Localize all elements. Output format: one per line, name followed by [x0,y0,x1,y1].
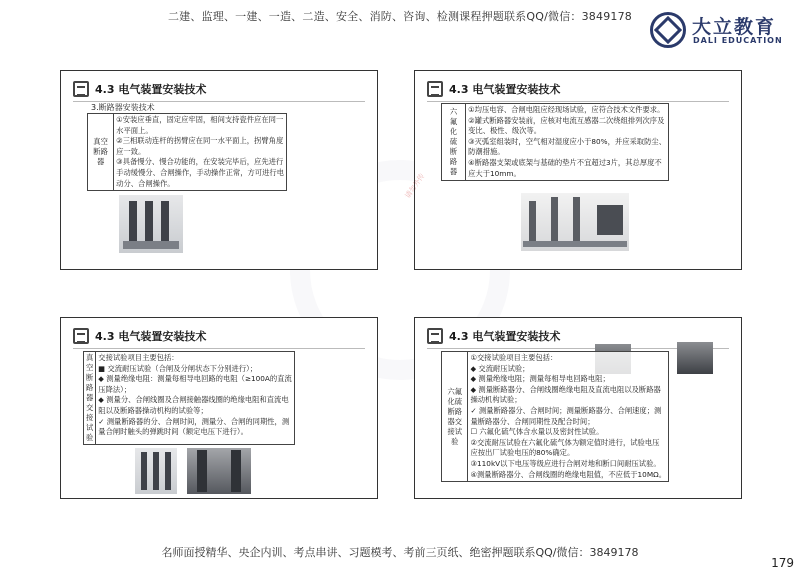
row-label: 真空 断路 器交 接试 验 [84,352,96,445]
row-label: 六 氟 化 硫 断 路 器 [442,104,466,181]
sf6-test-photo-2 [677,342,713,374]
copyright-stamp: 请勿外传 [403,172,427,200]
document-icon [427,328,443,344]
page-number: 179 [771,556,794,570]
title-divider [73,348,365,349]
breaker-photo-right [187,448,251,494]
document-icon [73,81,89,97]
slide-vacuum-breaker-test [60,317,378,499]
content-table [87,113,287,191]
logo-emblem-icon [650,12,686,48]
slide-vacuum-breaker-install [60,70,378,270]
slide-sf6-breaker-test [414,317,742,499]
logo-text-en: DALI EDUCATION [693,36,783,45]
breaker-photo [119,195,183,253]
slide-title: 4.3 电气装置安装技术 [449,330,561,343]
bottom-banner: 名师面授精华、央企内训、考点串讲、习题模考、考前三页纸、绝密押题联系QQ/微信：3849178 [161,546,639,559]
content-table [441,351,669,482]
row-label: 六氟 化硫 断路 器交 接试 验 [442,352,468,482]
logo [650,4,796,50]
content-table [83,351,295,445]
title-divider [427,101,729,102]
slide-sf6-breaker-install [403,70,742,270]
breaker-photo-left [135,448,177,494]
slide-title: 4.3 电气装置安装技术 [449,83,561,96]
row-label: 真空 断路器 [88,114,114,191]
slide-title: 4.3 电气装置安装技术 [95,83,207,96]
top-banner: 二建、监理、一建、一造、二造、安全、消防、咨询、检测课程押题联系QQ/微信：3849178 [167,10,632,23]
logo-text-cn: 大立教育 [692,16,777,38]
content-text: 交接试验项目主要包括： ■ 交流耐压试验（合闸及分闸状态下分别进行）； ◆ 测量绝缘电阻：测量每相导电回路的电阻（≥100A的直流 压降法）； ◆ 测量分、合闸线圈及合闸接触器线圈的绝缘电阻和直流电 阻以及断路器操动机构的试验等； ✓ 测量断路器的分、合闸时间，测量分、合闸的同期性，测 量合闸时触头的弹跳时间（额定电压下进行）。 [96,352,295,445]
document-icon [427,81,443,97]
content-text: ①交接试验项目主要包括： ◆ 交流耐压试验； ◆ 测量绝缘电阻；测量每相导电回路电阻； ◆ 测量断路器分、合闸线圈绝缘电阻及直流电阻以及断路器 操动机构试验； ✓ 测量断路器分、合闸时间；测量断路器分、合闸速度；测 量断路器分、合闸同期性及配合时间； ☐ 六氟化硫气体含水量以及密封性试验。 ②交流耐压试验在六氟化硫气体为额定值时进行，试验电压 应按出厂试验电压的80%确定。 ③110kV以下电压等级应进行合闸对地和断口间耐压试验。 ④测量断路器分、合闸线圈的绝缘电阻值，不应低于10MΩ。 [468,352,669,482]
content-table [441,103,669,181]
sf6-breaker-photo [521,193,629,251]
document-icon [73,328,89,344]
content-text: ①均压电容、合闸电阻应经现场试验，应符合技术文件要求。 ②罐式断路器安装前，应核对电流互感器二次绕组排列次序及 变比、极性、级次等。 ③灭弧室组装时，空气相对湿度应小于80%，并应采取防尘、 防潮措施。 ④断路器支架或底架与基础的垫片不宜超过3片，其总厚度不 应大于10mm。 [466,104,669,181]
section-subtitle: 3.断路器安装技术 [91,103,155,112]
slide-title: 4.3 电气装置安装技术 [95,330,207,343]
content-text: ①安装应垂直，固定应牢固，相间支持瓷件应在同一 水平面上。 ②三相联动连杆的拐臂应在同一水平面上，拐臂角度 应一致。 ③具备慢分、慢合功能的，在安装完毕后，应先进行 手动缓慢分、合闸操作，手动操作正常，方可进行电 动分、合闸操作。 [114,114,287,191]
